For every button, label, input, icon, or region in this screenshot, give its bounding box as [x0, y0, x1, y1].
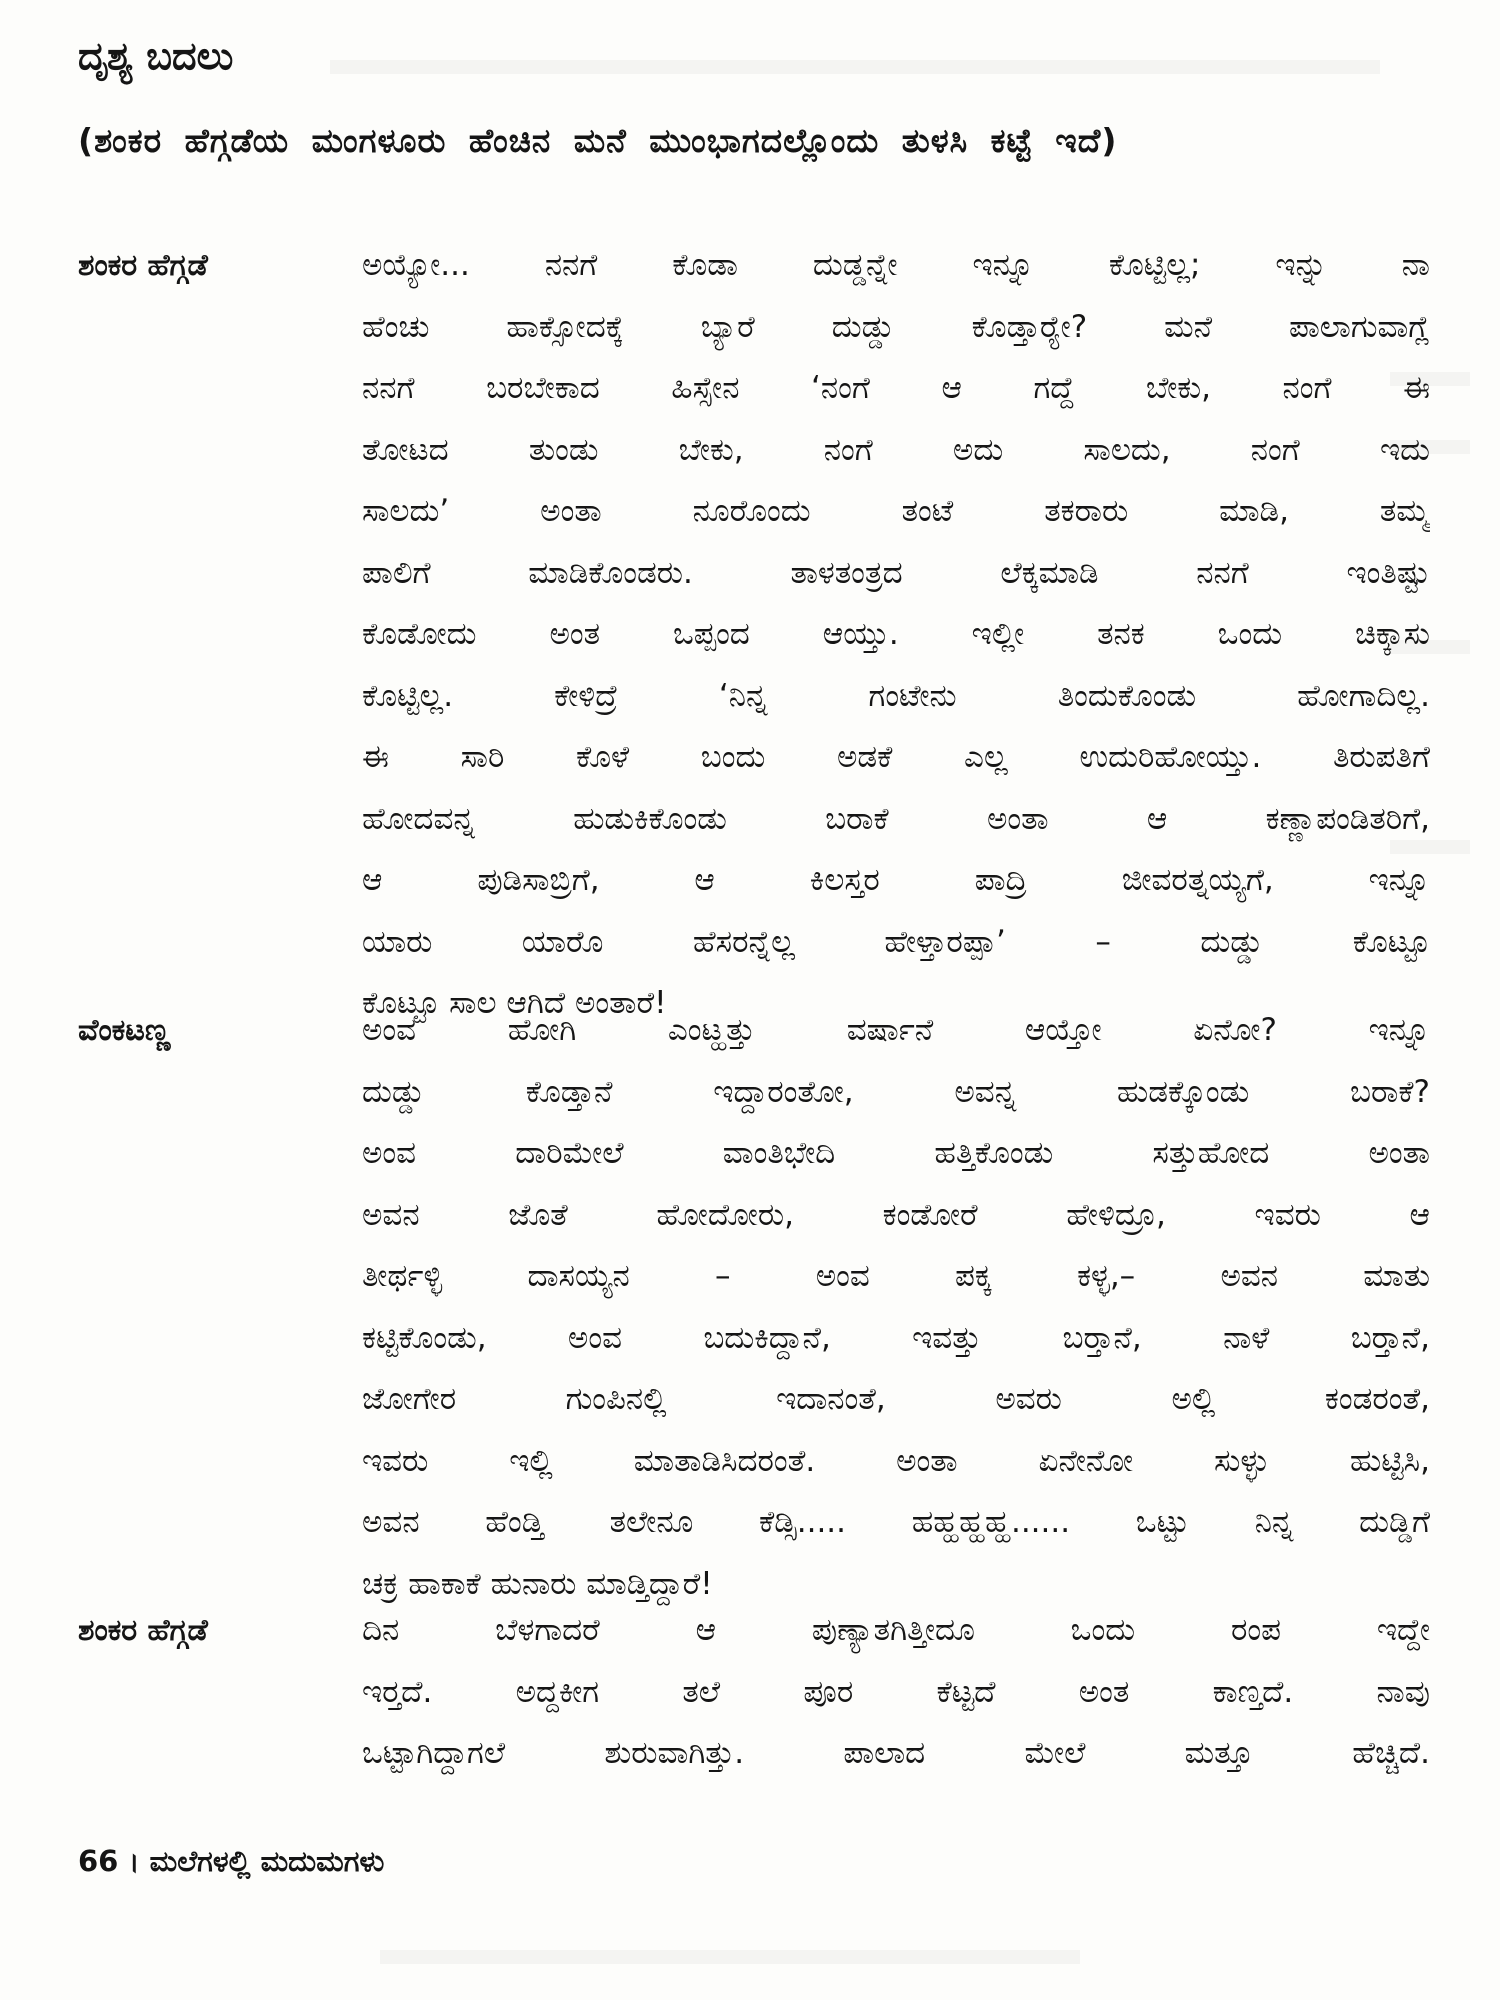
book-title: ಮಲೆಗಳಲ್ಲಿ ಮದುಮಗಳು: [149, 1844, 385, 1878]
speech-line: ಯಾರು ಯಾರೊ ಹೆಸರನ್ನೆಲ್ಲ ಹೇಳ್ತಾರಪ್ಪಾ’ – ದುಡ್ಡು ಕೊಟ್ಟೂ: [362, 923, 1430, 960]
speech-line: ತೀರ್ಥಳ್ಳಿ ದಾಸಯ್ಯನ – ಅಂವ ಪಕ್ಕ ಕಳ್ಳ,– ಅವನ ಮಾತು: [362, 1258, 1430, 1294]
speech-line: ಅಯ್ಯೋ... ನನಗೆ ಕೊಡಾ ದುಡ್ಡನ್ನೇ ಇನ್ನೂ ಕೊಟ್ಟಿಲ್ಲ; ಇನ್ನು ನಾ: [362, 247, 1430, 283]
speech-line: ಕೊಟ್ಟೂ ಸಾಲ ಆಗಿದೆ ಅಂತಾರೆ!: [362, 985, 667, 1021]
speaker-name: ವೆಂಕಟಣ್ಣ: [78, 1013, 171, 1048]
speech-line: ಒಟ್ಟಾಗಿದ್ದಾಗಲೆ ಶುರುವಾಗಿತ್ತು. ಪಾಲಾದ ಮೇಲೆ ಮತ್ತೂ ಹೆಚ್ಚಿದೆ.: [362, 1735, 1430, 1771]
speech-line: ಜೋಗೇರ ಗುಂಪಿನಲ್ಲಿ ಇದಾನಂತೆ, ಅವರು ಅಲ್ಲಿ ಕಂಡರಂತೆ,: [362, 1381, 1430, 1417]
speech-text: [362, 1600, 1430, 1785]
speech-line: ಆ ಪುಡಿಸಾಬ್ರಿಗೆ, ಆ ಕಿಲಸ್ತರ ಪಾದ್ರಿ ಜೀವರತ್ನಯ್ಯಗೆ, ಇನ್ನೂ: [362, 862, 1430, 898]
speech-line: ಅಂವ ಹೋಗಿ ಎಂಟ್ಹತ್ತು ವರ್ಷಾನೆ ಆಯ್ತೋ ಏನೋ? ಇನ್ನೂ: [362, 1012, 1430, 1048]
speech-text: [362, 1000, 1430, 1615]
speech-line: ಈ ಸಾರಿ ಕೊಳೆ ಬಂದು ಅಡಕೆ ಎಲ್ಲ ಉದುರಿಹೋಯ್ತು. ತಿರುಪತಿಗೆ: [362, 739, 1430, 775]
show-through-mark: [330, 60, 1380, 74]
speech-line: ನನಗೆ ಬರಬೇಕಾದ ಹಿಸ್ಸೇನ ‘ನಂಗೆ ಆ ಗದ್ದೆ ಬೇಕು, ನಂಗೆ ಈ: [362, 370, 1430, 406]
show-through-mark: [380, 1950, 1080, 1964]
scene-title: ದೃಶ್ಯ ಬದಲು: [78, 34, 234, 78]
speech-line: ಪಾಲಿಗೆ ಮಾಡಿಕೊಂಡರು. ತಾಳತಂತ್ರದ ಲೆಕ್ಕಮಾಡಿ ನನಗೆ ಇಂತಿಷ್ಟು: [362, 554, 1430, 591]
speech-line: ಚಕ್ರ ಹಾಕಾಕೆ ಹುನಾರು ಮಾಡ್ತಿದ್ದಾರೆ!: [362, 1565, 713, 1602]
page-number: 66: [78, 1844, 119, 1878]
page-footer: [78, 1844, 384, 1879]
speech-line: ಇರ್‍ತದೆ. ಅದ್ದಕೀಗ ತಲೆ ಪೂರ ಕೆಟ್ಟದೆ ಅಂತ ಕಾಣ್ತದೆ. ನಾವು: [362, 1673, 1430, 1710]
speech-line: ಇವರು ಇಲ್ಲಿ ಮಾತಾಡಿಸಿದರಂತೆ. ಅಂತಾ ಏನೇನೋ ಸುಳ್ಳು ಹುಟ್ಟಿಸಿ,: [362, 1442, 1430, 1479]
speaker-name: ಶಂಕರ ಹೆಗ್ಗಡೆ: [78, 248, 208, 283]
speech-line: ಅವನ ಹೆಂಡ್ತಿ ತಲೇನೂ ಕೆಡ್ಸಿ..... ಹಹ್ಹಹ್ಹಹ್ಹ...... ಒಟ್ಟು ನಿನ್ನ ದುಡ್ಡಿಗೆ: [362, 1504, 1430, 1540]
footer-separator: ।: [128, 1844, 140, 1878]
speech-line: ಸಾಲದು’ ಅಂತಾ ನೂರೊಂದು ತಂಟೆ ತಕರಾರು ಮಾಡಿ, ತಮ್ಮ: [362, 493, 1430, 529]
speech-line: ಅವನ ಜೊತೆ ಹೋದೋರು, ಕಂಡೋರೆ ಹೇಳಿದ್ರೂ, ಇವರು ಆ: [362, 1196, 1430, 1233]
stage-direction: (ಶಂಕರ ಹೆಗ್ಗಡೆಯ ಮಂಗಳೂರು ಹೆಂಚಿನ ಮನೆ ಮುಂಭಾಗದಲ್ಲೊಂದು ತುಳಸಿ ಕಟ್ಟೆ ಇದೆ): [78, 121, 1118, 160]
speech-line: ಕೊಟ್ಟಿಲ್ಲ. ಕೇಳಿದ್ರೆ ‘ನಿನ್ನ ಗಂಟೇನು ತಿಂದುಕೊಂಡು ಹೋಗಾದಿಲ್ಲ.: [362, 677, 1430, 714]
speech-text: [362, 235, 1430, 1035]
speech-line: ಅಂವ ದಾರಿಮೇಲೆ ವಾಂತಿಭೇದಿ ಹತ್ತಿಕೊಂಡು ಸತ್ತುಹೋದ ಅಂತಾ: [362, 1135, 1430, 1171]
speech-line: ತೋಟದ ತುಂಡು ಬೇಕು, ನಂಗೆ ಅದು ಸಾಲದು, ನಂಗೆ ಇದು: [362, 431, 1430, 468]
speech-line: ಹೆಂಚು ಹಾಕ್ಸೋದಕ್ಕೆ ಬ್ಯಾರೆ ದುಡ್ಡು ಕೊಡ್ತಾರ್‍ಯೇ? ಮನೆ ಪಾಲಾಗುವಾಗ್ಲೆ: [362, 308, 1430, 345]
speech-line: ಕಟ್ಟಿಕೊಂಡು, ಅಂವ ಬದುಕಿದ್ದಾನೆ, ಇವತ್ತು ಬರ್‍ತಾನೆ, ನಾಳೆ ಬರ್‍ತಾನೆ,: [362, 1319, 1430, 1356]
speech-line: ಹೋದವನ್ನ ಹುಡುಕಿಕೊಂಡು ಬರಾಕೆ ಅಂತಾ ಆ ಕಣ್ಣಾಪಂಡಿತರಿಗೆ,: [362, 800, 1430, 837]
speech-line: ದಿನ ಬೆಳಗಾದರೆ ಆ ಪುಣ್ಯಾತಗಿತ್ತೀದೂ ಒಂದು ರಂಪ ಇದ್ದೇ: [362, 1612, 1430, 1648]
speech-line: ಕೊಡೋದು ಅಂತ ಒಪ್ಪಂದ ಆಯ್ತು. ಇಲ್ಲೀ ತನಕ ಒಂದು ಚಿಕ್ಕಾಸು: [362, 616, 1430, 652]
speech-line: ದುಡ್ಡು ಕೊಡ್ತಾನೆ ಇದ್ದಾರಂತೋ, ಅವನ್ನ ಹುಡಕ್ಕೊಂಡು ಬರಾಕೆ?: [362, 1073, 1430, 1110]
speaker-name: ಶಂಕರ ಹೆಗ್ಗಡೆ: [78, 1613, 208, 1648]
